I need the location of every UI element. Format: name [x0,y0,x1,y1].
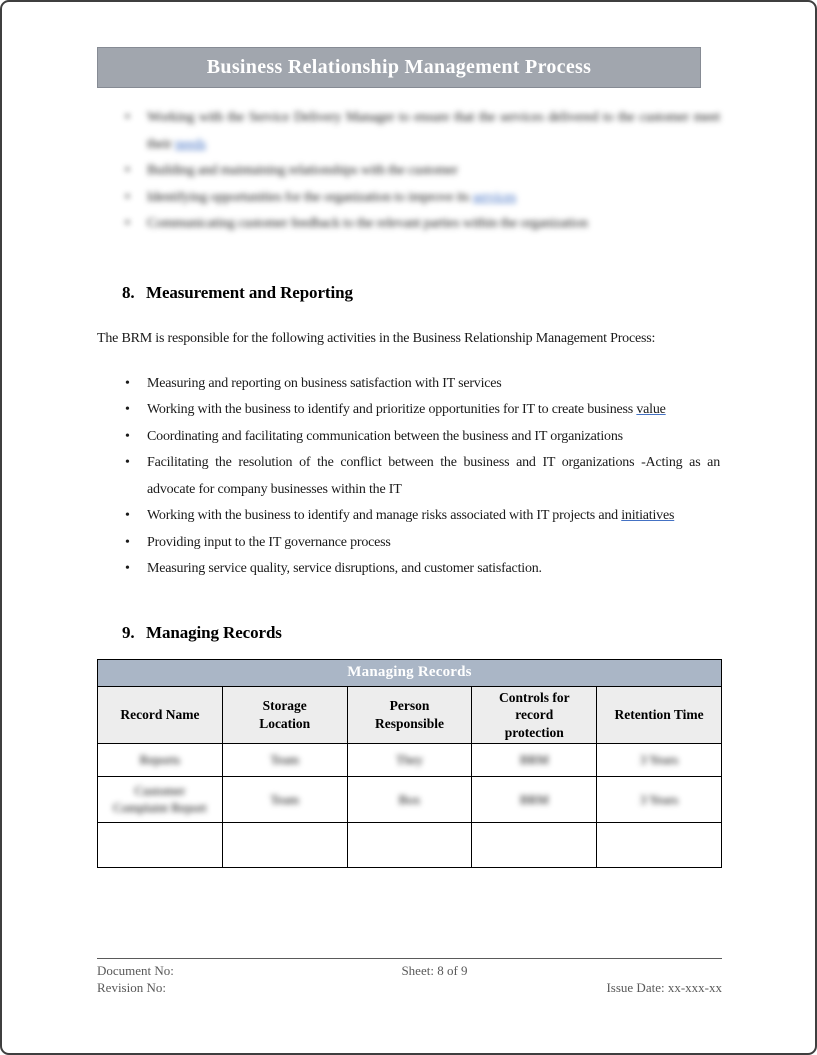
bullet-text: Measuring service quality, service disruptions, and customer satisfaction. [147,561,542,576]
table-cell-text: Box [398,791,421,807]
table-cell [222,777,347,823]
table-cell [472,744,597,777]
bullet-text: Providing input to the IT governance process [147,534,391,550]
bullet-text: Working with the Service Delivery Manager to ensure that the services delivered to the customer meet their [147,110,720,152]
page-title: Business Relationship Management Process [206,56,592,78]
bullet-icon: • [125,402,130,417]
list-item [97,424,720,451]
bullet-icon: • [125,428,130,444]
bullet-text: Identifying opportunities for the organization to improve its [147,189,473,205]
table-caption: Managing Records [98,659,722,686]
table-cell [347,777,472,823]
list-item [97,503,720,530]
bullet-icon: • [125,561,130,576]
table-column-header: Controls for record protection [472,686,597,744]
table-column-header: Person Responsible [347,686,472,744]
table-cell-text: 3 Years [639,791,679,807]
list-item [97,105,720,158]
list-item [97,397,720,424]
bullet-icon: • [125,534,130,550]
table-cell [98,777,223,823]
table-cell-text: They [396,752,423,768]
section-title: Managing Records [146,622,282,642]
table-column-header: Retention Time [597,686,722,744]
table-cell [472,823,597,868]
bullet-icon: • [125,375,130,391]
hyperlink[interactable]: needs [174,136,206,152]
bullet-icon: • [125,163,130,178]
table-cell [597,744,722,777]
list-item [97,530,720,557]
table-cell-text: Team [270,752,300,768]
table-cell-text: 3 Years [639,752,679,768]
table-cell [597,777,722,823]
table-row [98,777,722,823]
bullet-icon: • [125,189,130,205]
table-cell-text: BRM [519,791,549,807]
bullet-text: Facilitating the resolution of the conflict between the business and IT organizations -Acting as an advocate for company businesses within the IT [147,455,720,497]
table-cell-text: BRM [519,752,549,768]
table-column-header: Record Name [98,686,223,744]
bullet-text: Building and maintaining relationships with the customer [147,163,458,178]
main-bullet-list [97,371,720,583]
table-cell-text: Customer Complaint Report [113,783,207,815]
list-item [97,371,720,398]
footer-issue-date: Issue Date: xx-xxx-xx [606,980,722,995]
bullet-text: Coordinating and facilitating communication between the business and IT organizations [147,428,623,444]
section-heading-measurement [97,283,720,303]
title-banner [97,47,701,88]
table-header-row [98,686,722,744]
table-cell-text: Team [270,791,300,807]
table-cell [347,744,472,777]
table-cell [222,823,347,868]
footer-document-no: Document No: [97,963,174,978]
section-number: 8. [122,282,135,302]
bullet-text: Communicating customer feedback to the relevant parties within the organization [147,216,588,231]
hyperlink[interactable]: services [472,189,517,205]
section-heading-records [97,623,720,643]
managing-records-table [97,659,722,869]
bullet-icon: • [125,508,130,523]
list-item [97,185,720,212]
list-item [97,450,720,503]
bullet-icon: • [125,455,130,470]
bullet-icon: • [125,110,130,125]
table-cell [347,823,472,868]
table-caption-row [98,659,722,686]
list-item [97,158,720,185]
bullet-text: Working with the business to identify and manage risks associated with IT projects and [147,508,622,523]
table-cell [98,823,223,868]
bullet-text: Working with the business to identify and prioritize opportunities for IT to create business [147,402,637,417]
page-footer [97,958,722,996]
table-cell [597,823,722,868]
footer-sheet-number: Sheet: 8 of 9 [401,963,468,978]
table-cell [222,744,347,777]
bullet-icon: • [125,216,130,231]
hyperlink[interactable]: initiatives [621,508,675,523]
bullet-text: Measuring and reporting on business satisfaction with IT services [147,375,502,391]
section-number: 9. [122,622,135,642]
list-item [97,211,720,238]
table-cell [98,744,223,777]
intro-bullet-list [97,105,720,238]
section-title: Measurement and Reporting [146,282,353,302]
list-item [97,556,720,583]
table-column-header: Storage Location [222,686,347,744]
footer-revision-no: Revision No: [97,980,166,995]
brm-intro-paragraph: The BRM is responsible for the following activities in the Business Relationship Management Process: [97,330,656,346]
table-row [98,744,722,777]
table-cell-text: Reports [139,752,181,768]
table-row [98,823,722,868]
hyperlink[interactable]: value [636,402,666,417]
table-cell [472,777,597,823]
